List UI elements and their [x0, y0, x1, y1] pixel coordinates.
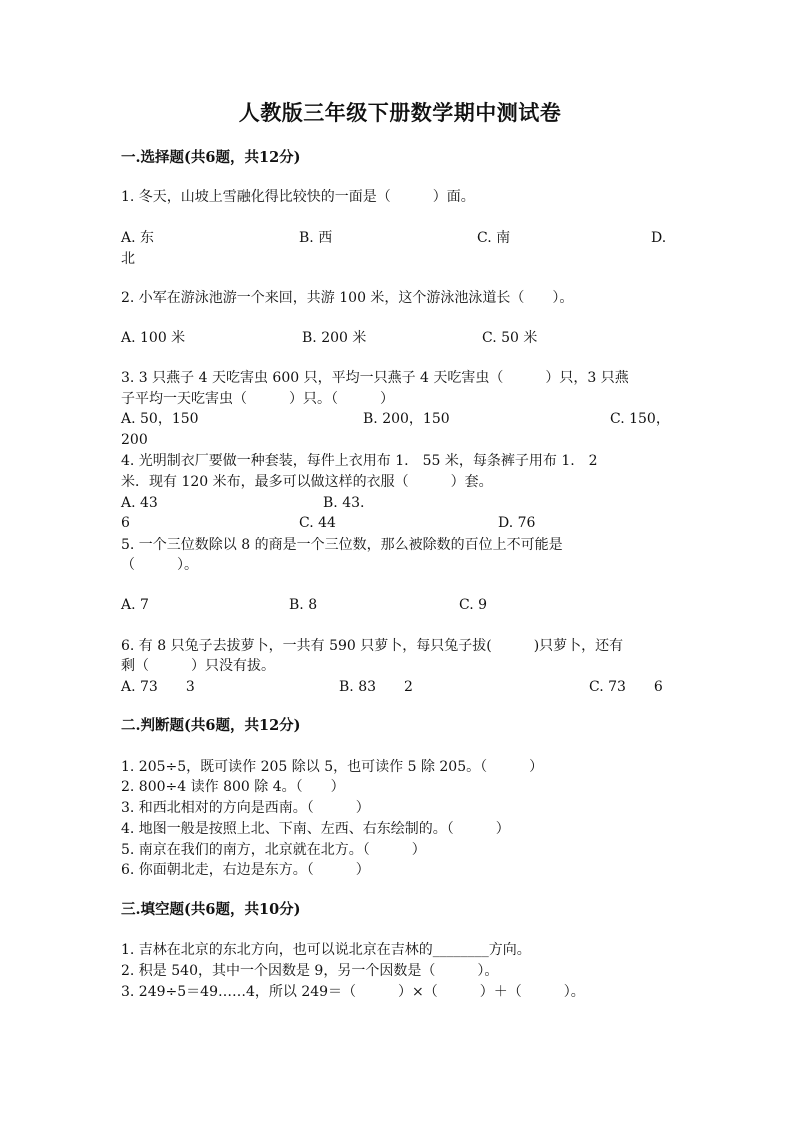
question-2-option-a[interactable]: A. 100 米: [121, 330, 186, 346]
question-2-stem: 2. 小军在游泳池游一个来回，共游 100 米，这个游泳池泳道长（ ）。: [121, 290, 574, 306]
question-4-stem-line1: 4. 光明制衣厂要做一种套装，每件上衣用布 1. 55 米，每条裤子用布 1. 2: [121, 453, 598, 469]
question-1-stem: 1. 冬天，山坡上雪融化得比较快的一面是（ ）面。: [121, 189, 475, 205]
section-heading-fill-blank: 三.填空题(共6题，共10分): [121, 901, 301, 918]
question-3-stem-line2: 子平均一天吃害虫（ ）只。（ ）: [121, 391, 394, 407]
question-4-option-a[interactable]: A. 43: [121, 495, 158, 511]
question-1-option-d[interactable]: D.: [651, 230, 667, 246]
judgement-item: 4. 地图一般是按照上北、下南、左西、右东绘制的。（ ）: [121, 821, 510, 837]
judgement-item: 3. 和西北相对的方向是西南。（ ）: [121, 800, 370, 816]
question-4-option-b-wrap: 6: [121, 515, 130, 531]
question-5-option-c[interactable]: C. 9: [459, 597, 488, 613]
question-5-stem-line2: （ ）。: [121, 557, 198, 573]
fill-blank-item: 2. 积是 540，其中一个因数是 9，另一个因数是（ ）。: [121, 963, 499, 979]
question-6-stem-line2: 剩（ ）只没有拔。: [121, 658, 275, 674]
judgement-item: 2. 800÷4 读作 800 除 4。（ ）: [121, 779, 345, 795]
page-title: 人教版三年级下册数学期中测试卷: [238, 100, 562, 125]
question-1-option-b[interactable]: B. 西: [299, 230, 333, 246]
question-3-option-c[interactable]: C. 150，: [610, 411, 670, 427]
fill-blank-item: 3. 249÷5＝49……4，所以 249＝（ ）×（ ）＋（ ）。: [121, 984, 585, 1000]
judgement-item: 1. 205÷5，既可读作 205 除以 5，也可读作 5 除 205。（ ）: [121, 759, 544, 775]
question-1-option-c[interactable]: C. 南: [477, 230, 511, 246]
question-5-option-a[interactable]: A. 7: [121, 597, 149, 613]
section-heading-choice: 一.选择题(共6题，共12分): [121, 149, 301, 166]
question-4-option-c[interactable]: C. 44: [299, 515, 336, 531]
question-6-option-c[interactable]: C. 73 6: [589, 679, 663, 695]
question-2-option-b[interactable]: B. 200 米: [302, 330, 367, 346]
question-5-stem-line1: 5. 一个三位数除以 8 的商是一个三位数，那么被除数的百位上不可能是: [121, 537, 563, 553]
section-heading-true-false: 二.判断题(共6题，共12分): [121, 717, 301, 734]
question-3-option-c-wrap: 200: [121, 432, 148, 448]
question-1-option-d-wrap: 北: [121, 251, 135, 267]
question-6-stem-line1: 6. 有 8 只兔子去拔萝卜，一共有 590 只萝卜，每只兔子拔( )只萝卜，还有: [121, 638, 624, 654]
question-6-option-a[interactable]: A. 73 3: [121, 679, 195, 695]
question-4-option-b[interactable]: B. 43.: [323, 495, 365, 511]
question-4-stem-line2: 米．现有 120 米布，最多可以做这样的衣服（ ）套。: [121, 474, 493, 490]
question-3-option-a[interactable]: A. 50，150: [121, 411, 199, 427]
question-4-option-d[interactable]: D. 76: [498, 515, 536, 531]
question-6-option-b[interactable]: B. 83 2: [339, 679, 413, 695]
judgement-item: 6. 你面朝北走，右边是东方。（ ）: [121, 862, 370, 878]
question-2-option-c[interactable]: C. 50 米: [482, 330, 538, 346]
question-3-option-b[interactable]: B. 200，150: [363, 411, 450, 427]
question-5-option-b[interactable]: B. 8: [289, 597, 318, 613]
fill-blank-item: 1. 吉林在北京的东北方向，也可以说北京在吉林的________方向。: [121, 942, 531, 958]
judgement-item: 5. 南京在我们的南方，北京就在北方。（ ）: [121, 842, 426, 858]
question-3-stem-line1: 3. 3 只燕子 4 天吃害虫 600 只，平均一只燕子 4 天吃害虫（ ）只，3 只燕: [121, 370, 629, 386]
question-1-option-a[interactable]: A. 东: [121, 230, 155, 246]
